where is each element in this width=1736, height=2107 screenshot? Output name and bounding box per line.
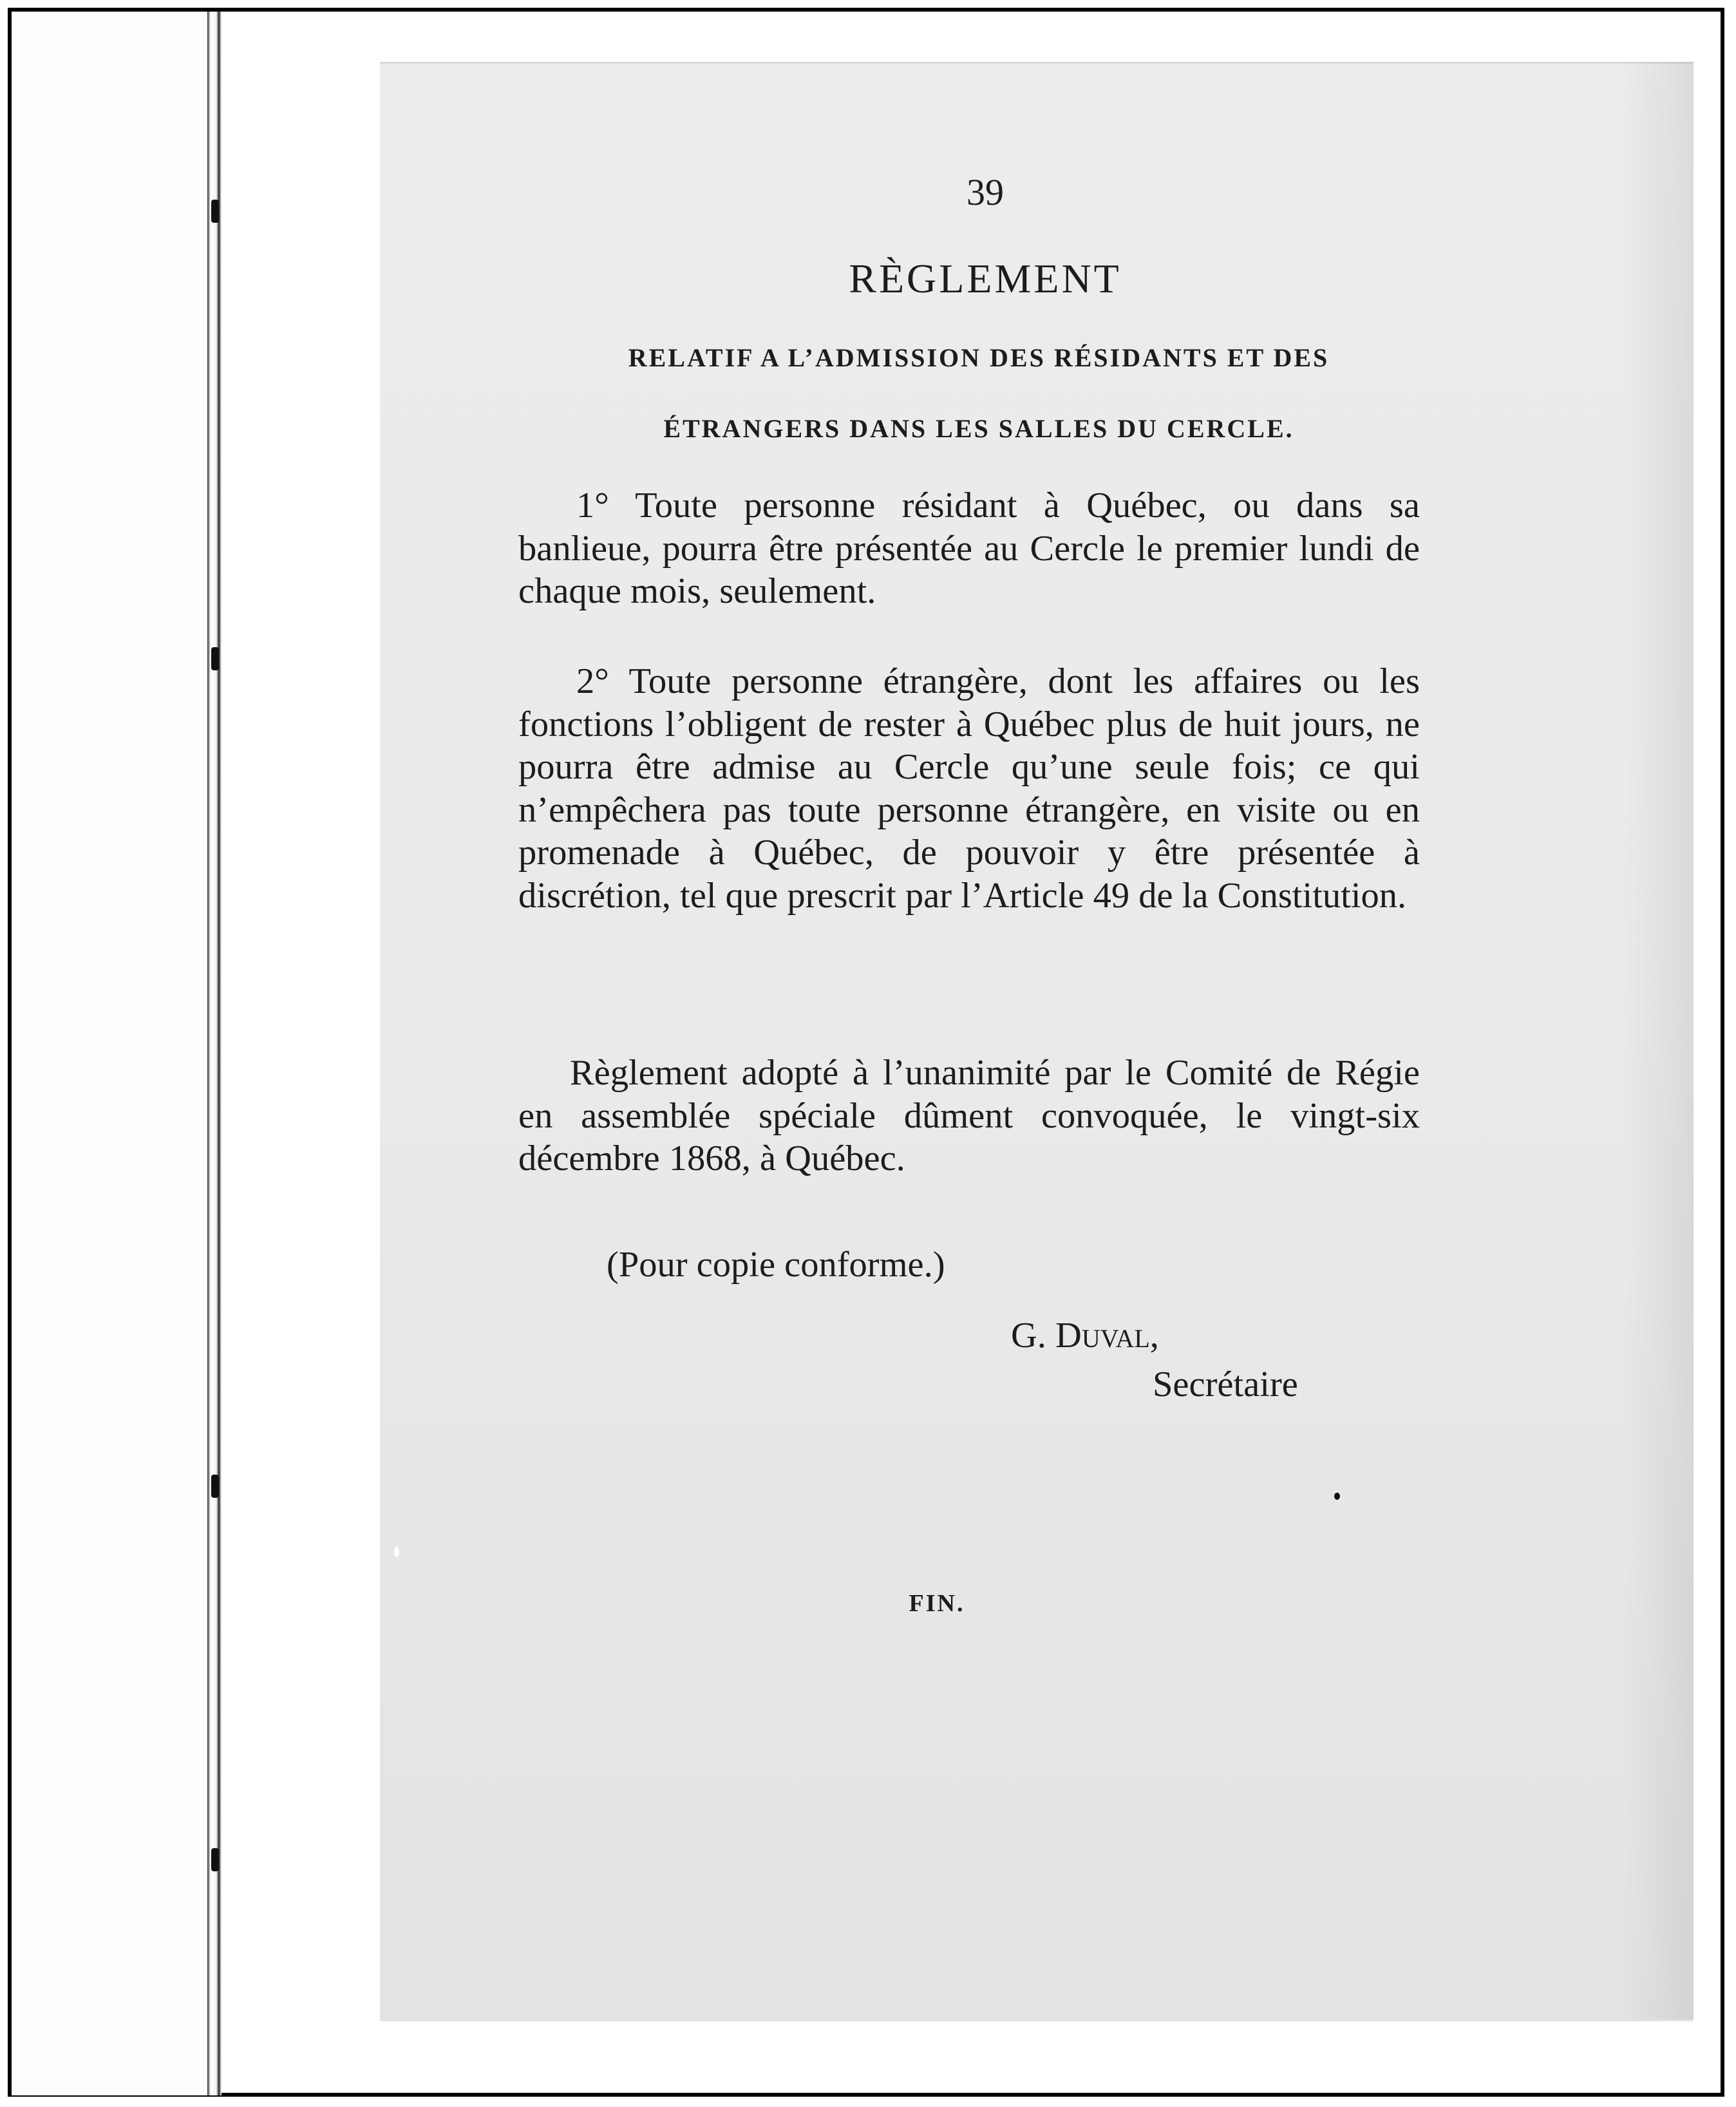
binding-stitch [211, 1848, 219, 1871]
print-speck [1334, 1493, 1340, 1500]
binding-stitch [211, 1475, 219, 1498]
subtitle-line-1: RELATIF A L’ADMISSION DES RÉSIDANTS ET DES [628, 343, 1330, 372]
binding-stitch [211, 647, 219, 670]
copy-note: (Pour copie conforme.) [607, 1245, 945, 1285]
subtitle-line-2: ÉTRANGERS DANS LES SALLES DU CERCLE. [663, 414, 1294, 443]
end-mark: FIN. [909, 1590, 965, 1617]
page-number: 39 [967, 171, 1004, 213]
adoption-paragraph: Règlement adopté à l’unanimité par le Comité de Régie en assemblée spéciale dûment convoquée, le vingt-six décembre 1868, à Québec. [518, 1053, 1420, 1178]
article-1-paragraph: 1° Toute personne résidant à Québec, ou dans sa banlieue, pourra être présentée au Cercle le premier lundi de chaque mois, seulement. [518, 486, 1420, 611]
article-2-paragraph: 2° Toute personne étrangère, dont les affaires ou les fonctions l’obligent de rester à Québec plus de huit jours, ne pourra être admise au Cercle qu’une seule fois; ce qui n’empêchera pas toute personne étrangère, en visite ou en promenade à Québec, de pouvoir y être présentée à discrétion, tel que prescrit par l’Article 49 de la Constitution. [518, 661, 1420, 916]
signature-name: G. Duval, [1011, 1316, 1159, 1356]
book-spine [207, 12, 222, 2095]
page-title: RÈGLEMENT [849, 256, 1122, 301]
page-edge-shadow [1623, 62, 1694, 2019]
facing-page [12, 12, 215, 2095]
print-speck [394, 1547, 399, 1557]
binding-stitch [211, 200, 219, 223]
signature-role: Secrétaire [1153, 1365, 1298, 1404]
